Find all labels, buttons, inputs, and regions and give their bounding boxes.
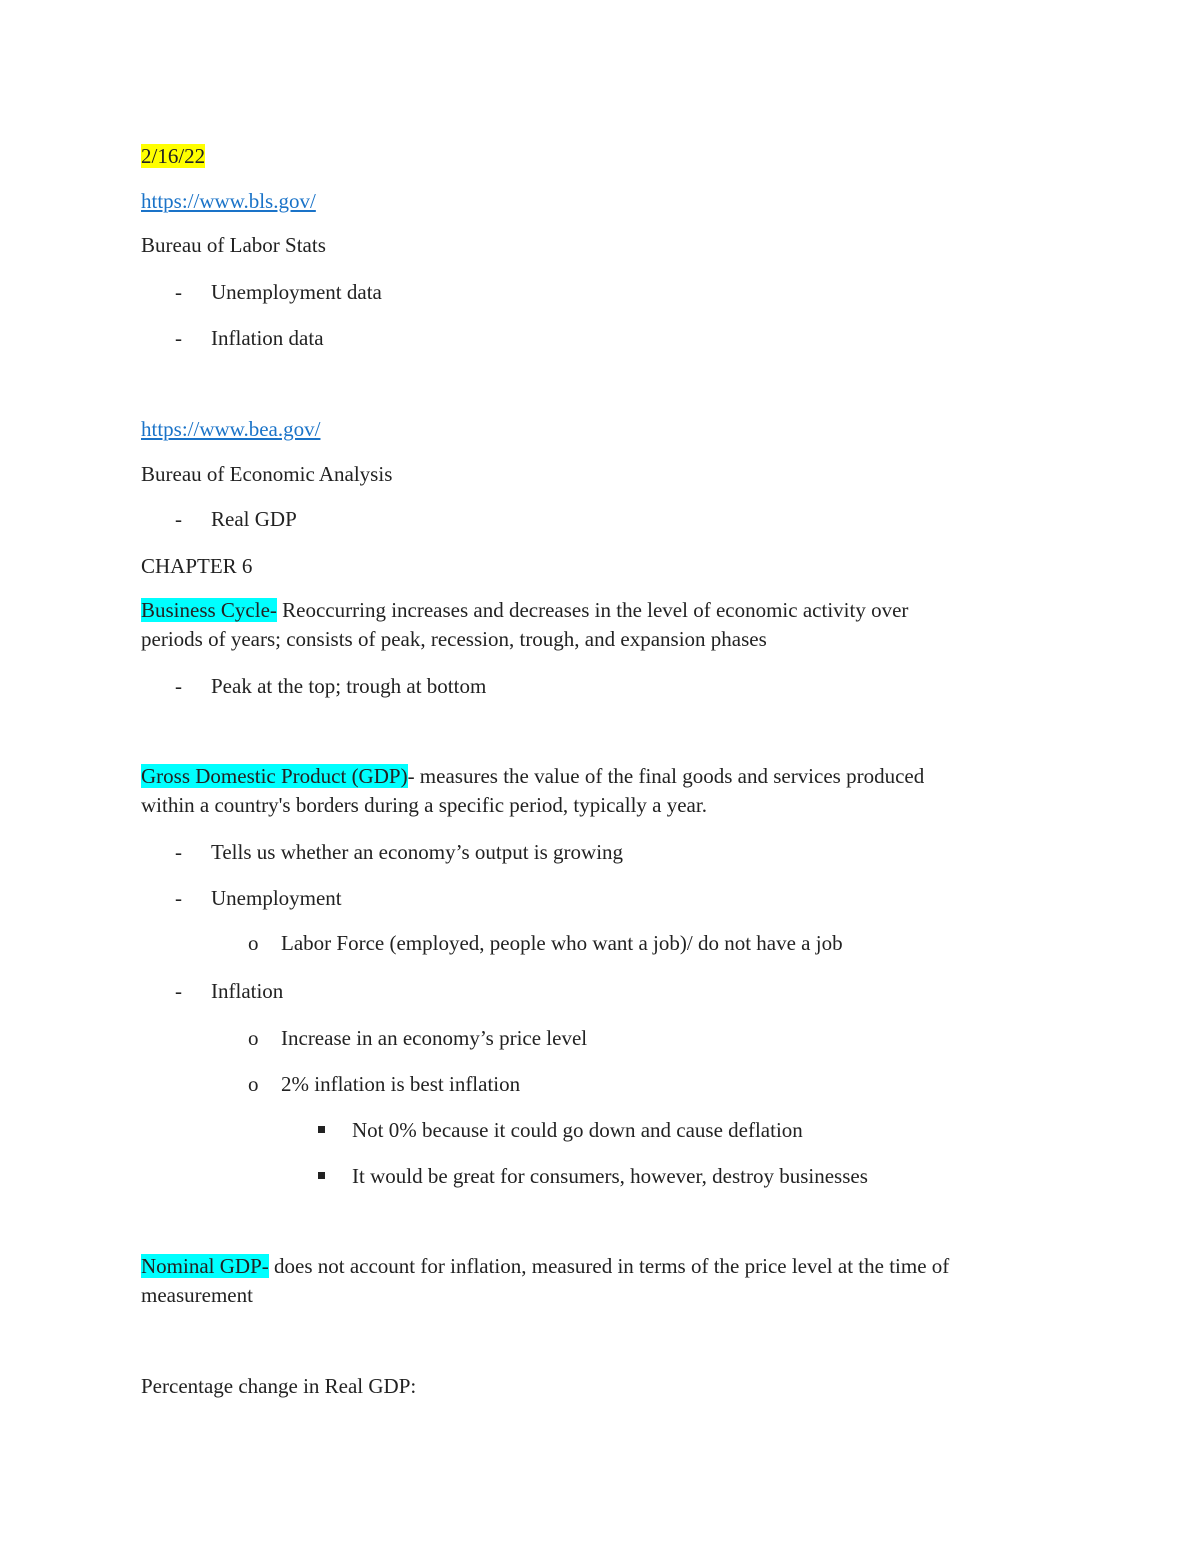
chapter-heading: CHAPTER 6	[141, 554, 253, 578]
date-line	[141, 141, 205, 171]
dash-bullet: -	[175, 507, 182, 531]
dash-bullet: -	[175, 280, 182, 304]
bea-name: Bureau of Economic Analysis	[141, 462, 393, 486]
dash-bullet: -	[175, 674, 182, 698]
business-cycle-term: Business Cycle-	[141, 598, 277, 622]
business-cycle-def-line1	[141, 595, 908, 625]
bls-item-inflation: Inflation data	[211, 326, 324, 350]
gdp-def-line2: within a country's borders during a specific period, typically a year.	[141, 793, 707, 817]
gdp-subsub-consumers: It would be great for consumers, however, destroy businesses	[352, 1164, 868, 1188]
gdp-subsub-deflation: Not 0% because it could go down and cause deflation	[352, 1118, 803, 1142]
bea-link[interactable]: https://www.bea.gov/	[141, 417, 321, 441]
bea-link-line	[141, 414, 320, 444]
bls-link[interactable]: https://www.bls.gov/	[141, 189, 316, 213]
date-highlight: 2/16/22	[141, 144, 206, 168]
circle-bullet: o	[248, 931, 259, 955]
gdp-term: Gross Domestic Product (GDP)	[141, 764, 408, 788]
dash-bullet: -	[175, 979, 182, 1003]
gdp-sub-two-percent: 2% inflation is best inflation	[281, 1072, 521, 1096]
bls-link-line	[141, 186, 316, 216]
gdp-bullet-inflation: Inflation	[211, 979, 284, 1003]
gdp-sub-labor-force: Labor Force (employed, people who want a job)/ do not have a job	[281, 931, 843, 955]
business-cycle-def-text: Reoccurring increases and decreases in the level of economic activity over	[276, 598, 909, 622]
dash-bullet: -	[175, 886, 182, 910]
nominal-gdp-def-line1	[141, 1251, 949, 1281]
gdp-sub-price-level: Increase in an economy’s price level	[281, 1026, 588, 1050]
square-bullet	[318, 1172, 325, 1179]
dash-bullet: -	[175, 326, 182, 350]
gdp-def-text: - measures the value of the final goods and services produced	[407, 764, 925, 788]
circle-bullet: o	[248, 1072, 259, 1096]
dash-bullet: -	[175, 840, 182, 864]
nominal-gdp-term: Nominal GDP-	[141, 1254, 269, 1278]
gdp-def-line1	[141, 761, 924, 791]
gdp-bullet-output: Tells us whether an economy’s output is growing	[211, 840, 624, 864]
nominal-gdp-def-line2: measurement	[141, 1283, 253, 1307]
percentage-change-heading: Percentage change in Real GDP:	[141, 1374, 417, 1398]
bls-name: Bureau of Labor Stats	[141, 233, 326, 257]
circle-bullet: o	[248, 1026, 259, 1050]
bls-item-unemployment: Unemployment data	[211, 280, 382, 304]
nominal-gdp-def-text: does not account for inflation, measured in terms of the price level at the time of	[268, 1254, 950, 1278]
business-cycle-def-line2: periods of years; consists of peak, recession, trough, and expansion phases	[141, 627, 767, 651]
bea-item-real-gdp: Real GDP	[211, 507, 297, 531]
gdp-bullet-unemployment: Unemployment	[211, 886, 342, 910]
business-cycle-bullet: Peak at the top; trough at bottom	[211, 674, 487, 698]
square-bullet	[318, 1126, 325, 1133]
